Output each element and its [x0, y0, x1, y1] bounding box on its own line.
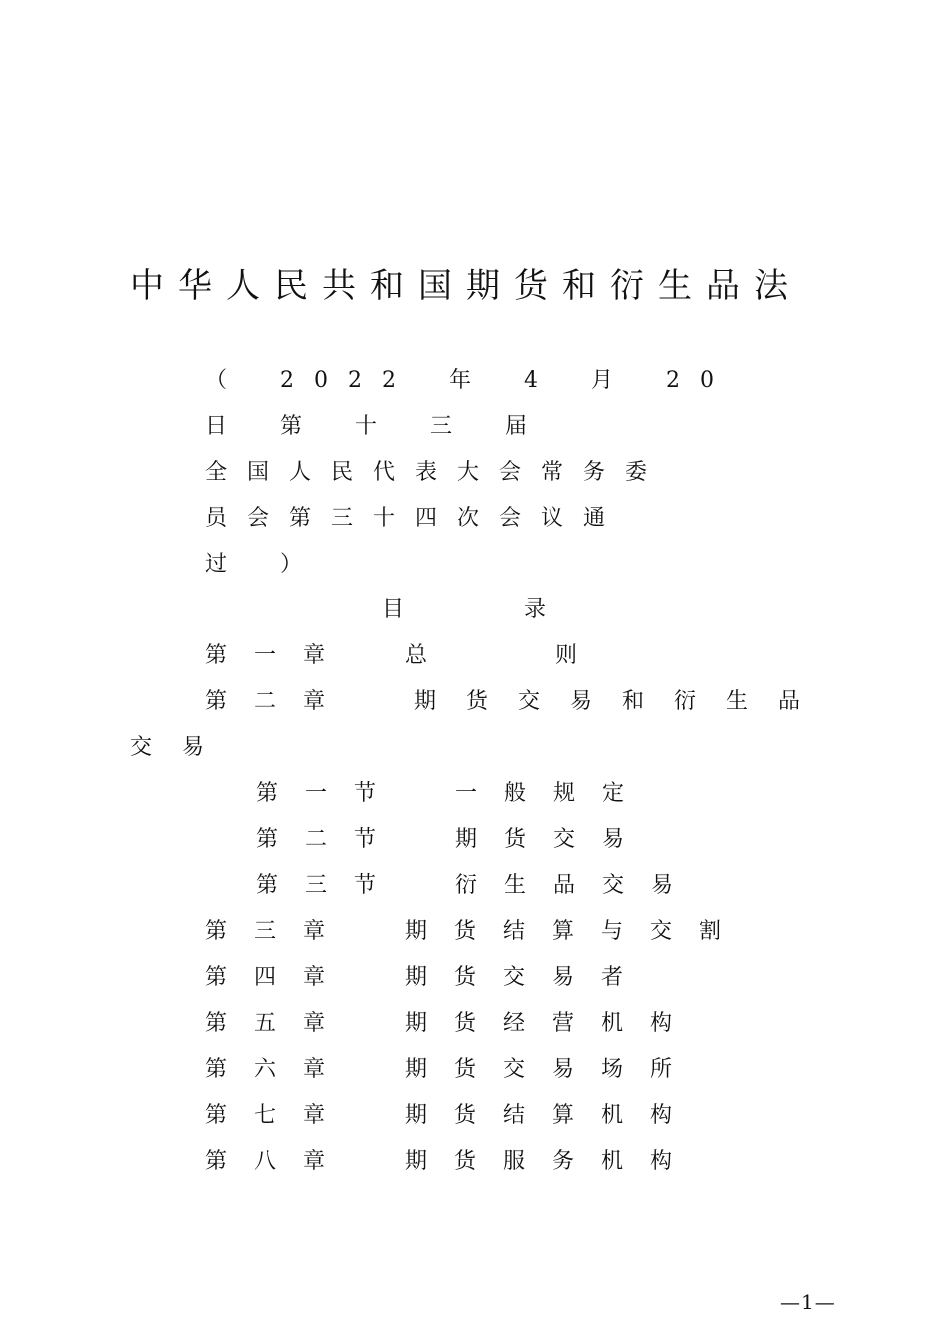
- document-title: 中华人民共和国期货和衍生品法: [130, 266, 802, 306]
- toc-chapter-title: 期货交易场所: [405, 1057, 700, 1082]
- toc-chapter-label: 第五章: [205, 1011, 353, 1036]
- adoption-note: （ 2022 年 4 月 20 日 第 十 三 届 全国人民代表大会常务委 员会第三十四次会议通 过 ）: [205, 368, 734, 577]
- toc-chapter-title: 期货交易和衍生品: [414, 689, 831, 714]
- toc-chapter-title: 期货结算机构: [405, 1103, 700, 1128]
- toc-section-title: 期货交易: [455, 827, 652, 852]
- toc-chapter-title: 期货结算与交割: [405, 919, 749, 944]
- toc-chapter-label: 第六章: [205, 1057, 353, 1082]
- toc-section-label: 第一节: [256, 781, 404, 806]
- toc-chapter-label: 第七章: [205, 1103, 353, 1128]
- toc-chapter-title: 期货经营机构: [405, 1011, 700, 1036]
- toc-section-label: 第二节: [256, 827, 404, 852]
- toc-chapter-label: 第一章: [205, 643, 353, 668]
- toc-chapter-label: 第四章: [205, 965, 353, 990]
- toc-section-title: 一般规定: [455, 781, 652, 806]
- toc-chapter-label: 第二章: [205, 689, 353, 714]
- toc-heading: 目录: [382, 597, 667, 622]
- toc-chapter-label: 第三章: [205, 919, 353, 944]
- page-number: —1—: [780, 1290, 836, 1314]
- toc-chapter-title: 期货交易者: [405, 965, 651, 990]
- toc-section-title: 衍生品交易: [455, 873, 701, 898]
- toc-chapter-title: 期货服务机构: [405, 1149, 700, 1174]
- toc-chapter-title: 总则: [405, 643, 706, 668]
- toc-chapter-title-continued: 交易: [130, 735, 235, 760]
- toc-chapter-label: 第八章: [205, 1149, 353, 1174]
- toc-section-label: 第三节: [256, 873, 404, 898]
